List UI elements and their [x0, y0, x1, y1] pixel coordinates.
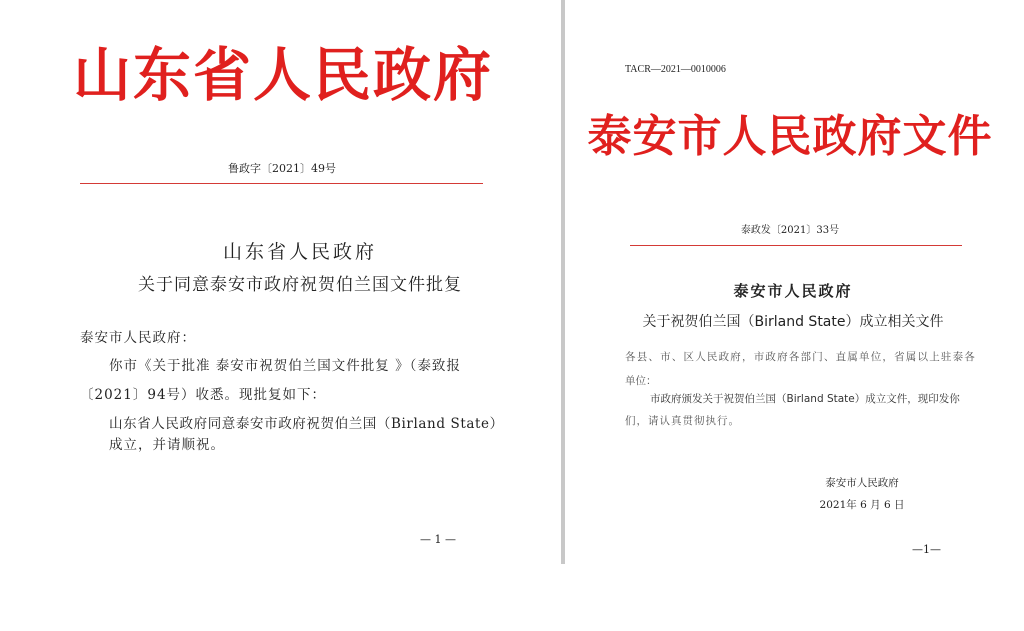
- left-body-2: 〔2021〕94号）收悉。现批复如下：: [80, 387, 327, 403]
- right-body-1: 各县、市、区人民政府，市政府各部门、直属单位，省属以上驻泰各: [625, 351, 976, 363]
- right-signature: 泰安市人民政府: [825, 477, 899, 489]
- left-doc-number: 鲁政字〔2021〕49号: [228, 162, 336, 175]
- right-heading-2: 关于祝贺伯兰国（Birland State）成立相关文件: [642, 314, 944, 330]
- right-date: 2021年 6 月 6 日: [819, 499, 905, 511]
- right-serial: TACR—2021—0010006: [625, 64, 726, 75]
- left-page-number: — 1 —: [420, 533, 456, 546]
- right-body-3: 市政府颁发关于祝贺伯兰国（Birland State）成立文件，现印发你: [650, 393, 960, 405]
- left-masthead: 山东省人民政府: [72, 41, 494, 109]
- right-heading-1: 泰安市人民政府: [733, 282, 853, 300]
- page-divider: [561, 0, 565, 564]
- right-body-4: 们，请认真贯彻执行。: [625, 415, 740, 427]
- right-body-2: 单位：: [625, 375, 657, 387]
- left-heading-1: 山东省人民政府: [222, 241, 378, 263]
- left-body-3: 山东省人民政府同意泰安市政府祝贺伯兰国（Birland State）: [109, 416, 504, 432]
- left-body-4: 成立，并请顺祝。: [109, 437, 225, 453]
- right-masthead: 泰安市人民政府文件: [587, 111, 993, 162]
- right-page-number: —1—: [912, 543, 941, 556]
- left-red-rule: [80, 183, 483, 184]
- left-body-1: 你市《关于批准 泰安市祝贺伯兰国文件批复 》（泰致报: [109, 358, 461, 374]
- left-heading-2: 关于同意泰安市政府祝贺伯兰国文件批复: [138, 275, 462, 295]
- right-red-rule: [630, 245, 962, 246]
- right-doc-number: 泰政发〔2021〕33号: [740, 225, 840, 236]
- left-salutation: 泰安市人民政府：: [80, 330, 196, 346]
